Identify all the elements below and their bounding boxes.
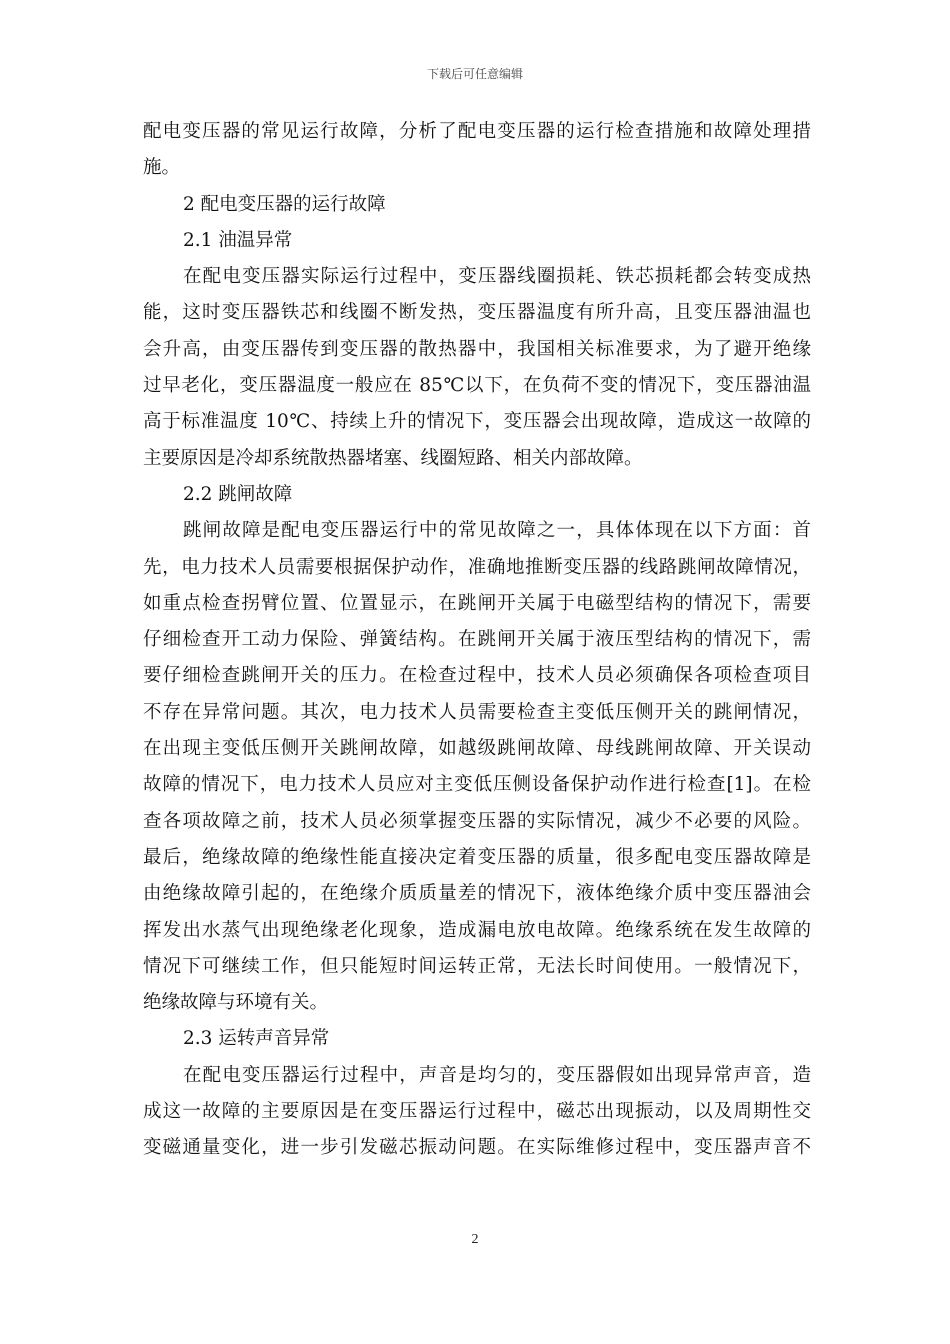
text-line: 挥发出水蒸气出现绝缘老化现象，造成漏电放电故障。绝缘系统在发生故障的	[143, 919, 811, 941]
text-line: 能，这时变压器铁芯和线圈不断发热，变压器温度有所升高，且变压器油温也	[143, 302, 811, 324]
text-line: 如重点检查拐臂位置、位置显示，在跳闸开关属于电磁型结构的情况下，需要	[143, 592, 811, 614]
text-line: 过早老化，变压器温度一般应在 85℃以下，在负荷不变的情况下，变压器油温	[143, 375, 811, 397]
text-line: 最后，绝缘故障的绝缘性能直接决定着变压器的质量，很多配电变压器故障是	[143, 846, 811, 868]
text-line: 配电变压器的常见运行故障，分析了配电变压器的运行检查措施和故障处理措	[143, 121, 811, 142]
page-header: 下载后可任意编辑	[426, 67, 523, 81]
text-line: 故障的情况下，电力技术人员应对主变低压侧设备保护动作进行检查[1]。在检	[143, 774, 811, 796]
text-line: 在出现主变低压侧开关跳闸故障，如越级跳闸故障、母线跳闸故障、开关误动	[143, 738, 811, 760]
text-line: 在配电变压器实际运行过程中，变压器线圈损耗、铁芯损耗都会转变成热	[183, 266, 811, 288]
text-line: 成这一故障的主要原因是在变压器运行过程中，磁芯出现振动，以及周期性交	[143, 1101, 811, 1123]
text-line: 变磁通量变化，进一步引发磁芯振动问题。在实际维修过程中，变压器声音不	[143, 1137, 811, 1159]
text-line: 情况下可继续工作，但只能短时间运转正常，无法长时间使用。一般情况下，	[143, 955, 811, 977]
text-line: 2 配电变压器的运行故障	[183, 193, 386, 215]
text-line: 施。	[143, 157, 181, 179]
text-line: 绝缘故障与环境有关。	[143, 992, 329, 1014]
text-line: 不存在异常问题。其次，电力技术人员需要检查主变低压侧开关的跳闸情况，	[143, 701, 811, 723]
text-line: 先，电力技术人员需要根据保护动作，准确地推断变压器的线路跳闸故障情况，	[143, 556, 811, 578]
text-line: 2.1 油温异常	[183, 229, 293, 251]
document-body	[143, 114, 811, 1167]
text-line: 跳闸故障是配电变压器运行中的常见故障之一，具体体现在以下方面：首	[183, 520, 811, 542]
text-line: 查各项故障之前，技术人员必须掌握变压器的实际情况，减少不必要的风险。	[143, 810, 811, 832]
text-line: 要仔细检查跳闸开关的压力。在检查过程中，技术人员必须确保各项检查项目	[143, 665, 811, 687]
text-line: 2.3 运转声音异常	[183, 1028, 330, 1050]
text-line: 会升高，由变压器传到变压器的散热器中，我国相关标准要求，为了避开绝缘	[143, 338, 811, 360]
text-line: 由绝缘故障引起的，在绝缘介质质量差的情况下，液体绝缘介质中变压器油会	[143, 883, 811, 905]
text-line: 高于标准温度 10℃、持续上升的情况下，变压器会出现故障，造成这一故障的	[143, 411, 811, 433]
text-line: 主要原因是冷却系统散热器堵塞、线圈短路、相关内部故障。	[143, 447, 643, 469]
text-line: 在配电变压器运行过程中，声音是均匀的，变压器假如出现异常声音，造	[183, 1064, 811, 1086]
text-line: 2.2 跳闸故障	[183, 483, 293, 505]
page-number: 2	[471, 1232, 479, 1247]
text-line: 仔细检查开工动力保险、弹簧结构。在跳闸开关属于液压型结构的情况下，需	[143, 629, 811, 651]
